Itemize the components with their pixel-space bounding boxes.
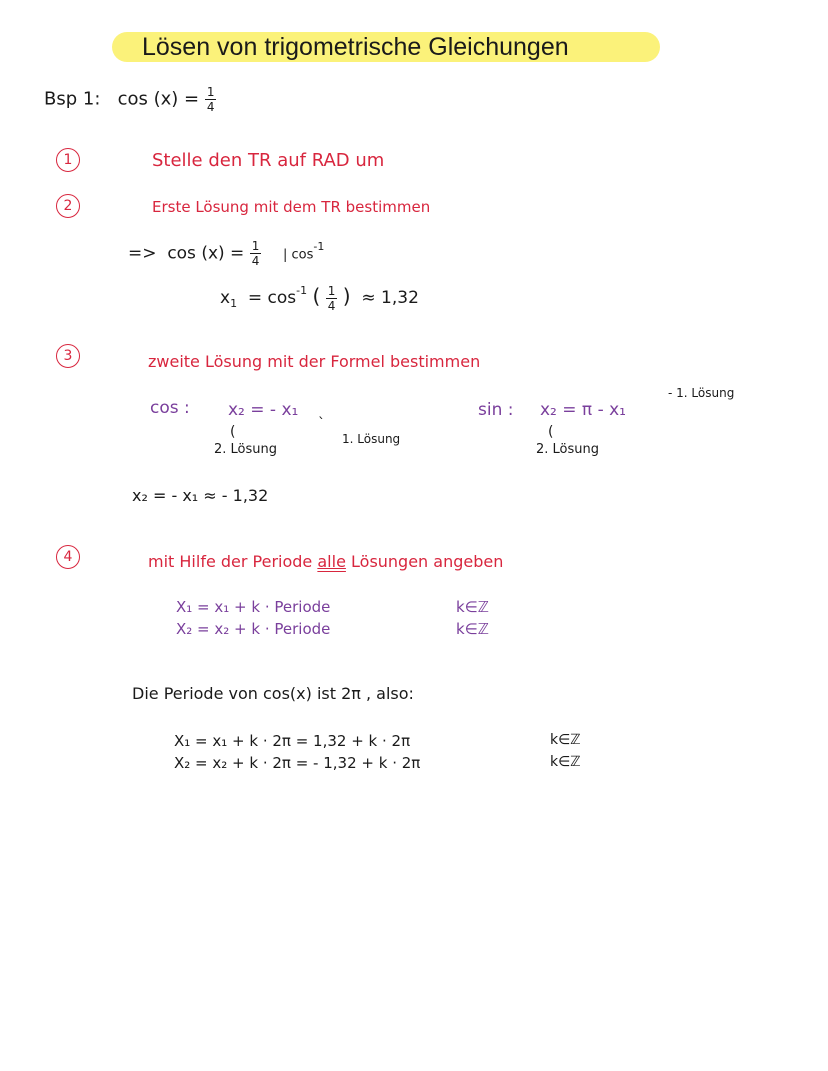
- step2-line2-open: (: [312, 284, 321, 308]
- final-solution-1: X₁ = x₁ + k · 2π = 1,32 + k · 2π: [174, 732, 411, 750]
- final-solution-2-k: k∈ℤ: [550, 754, 581, 770]
- step2-line2-approx: ≈ 1,32: [361, 288, 419, 308]
- step2-line1-op: | cos: [282, 247, 314, 263]
- step4-text-b: alle: [317, 552, 346, 571]
- step-number-1: 1: [56, 148, 80, 172]
- cos-formula: x₂ = - x₁: [228, 400, 299, 420]
- example-fraction: $\frac{1}{4}$: [206, 85, 215, 114]
- step2-text: Erste Lösung mit dem TR bestimmen: [152, 198, 431, 216]
- step2-line2-x: x: [220, 288, 231, 308]
- sin-formula: x₂ = π - x₁: [540, 400, 626, 420]
- page-title: Lösen von trigometrische Gleichungen: [142, 33, 569, 61]
- step2-line1-op-sup: -1: [313, 239, 325, 253]
- final-solution-2: X₂ = x₂ + k · 2π = - 1,32 + k · 2π: [174, 754, 421, 772]
- step2-line1-fraction: $\frac{1}{4}$: [251, 239, 260, 268]
- sin-label-1: - 1. Lösung: [668, 386, 735, 400]
- sin-label-2: 2. Lösung: [536, 442, 600, 457]
- cos-label-1: 1. Lösung: [342, 432, 401, 446]
- step-number-4: 4: [56, 545, 80, 569]
- period-row-2-k: k∈ℤ: [456, 620, 489, 638]
- period-row-1: X₁ = x₁ + k · Periode: [176, 598, 331, 616]
- example-line: [44, 86, 216, 113]
- cos-tick-1: `: [318, 416, 325, 432]
- sin-label: sin :: [478, 400, 514, 420]
- final-solution-1-k: k∈ℤ: [550, 732, 581, 748]
- step2-line1: [128, 240, 324, 267]
- example-prefix: Bsp 1:: [44, 88, 101, 110]
- step2-line2-sup: -1: [296, 284, 308, 297]
- cos-tick-2: (: [230, 424, 236, 440]
- step2-line2: [220, 284, 419, 312]
- period-row-2: X₂ = x₂ + k · Periode: [176, 620, 331, 638]
- implies-symbol: =>: [128, 243, 157, 264]
- period-statement: Die Periode von cos(x) ist 2π , also:: [132, 684, 414, 703]
- step2-line2-close: ): [342, 284, 351, 308]
- step2-line2-fraction: $\frac{1}{4}$: [327, 283, 336, 313]
- period-row-1-k: k∈ℤ: [456, 598, 489, 616]
- step-number-3: 3: [56, 344, 80, 368]
- step1-text: Stelle den TR auf RAD um: [152, 150, 385, 171]
- step-number-2: 2: [56, 194, 80, 218]
- step2-line2-xsub: 1: [230, 297, 238, 310]
- sin-tick-2: (: [548, 424, 554, 440]
- step4-text-a: mit Hilfe der Periode: [148, 552, 313, 571]
- step4-text: [148, 552, 503, 571]
- example-equation: cos (x) =: [117, 88, 200, 110]
- step4-text-c: Lösungen angeben: [351, 552, 504, 571]
- step2-line2-eq: = cos: [247, 288, 297, 308]
- cos-label: cos :: [150, 398, 190, 418]
- step3-result: x₂ = - x₁ ≈ - 1,32: [132, 486, 269, 505]
- step2-line1-lhs: cos (x) =: [167, 243, 245, 264]
- step3-text: zweite Lösung mit der Formel bestimmen: [148, 352, 481, 371]
- cos-label-2: 2. Lösung: [214, 442, 278, 457]
